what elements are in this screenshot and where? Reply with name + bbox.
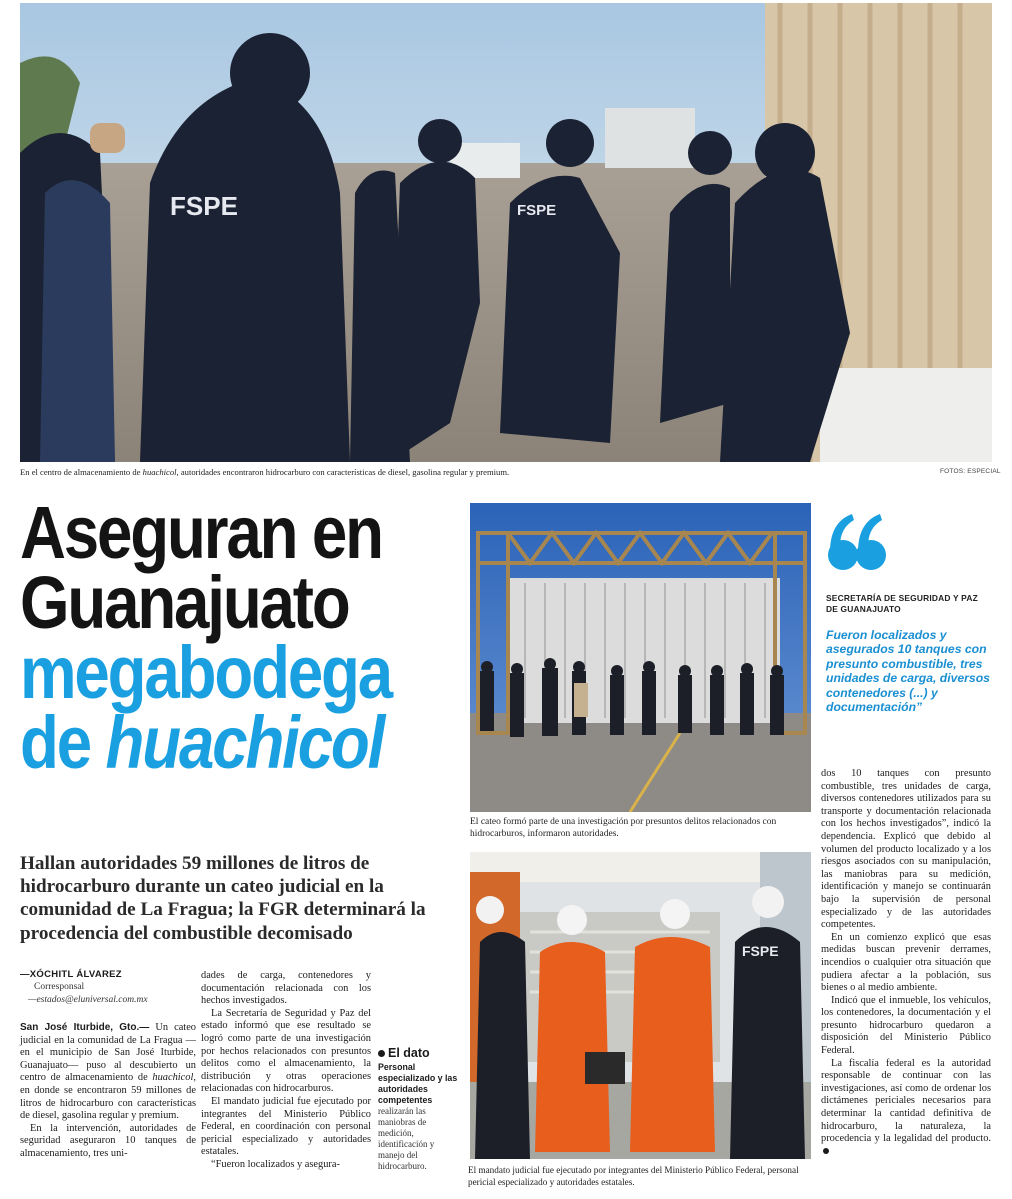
top-photo-illustration — [20, 3, 992, 462]
article-paragraph: En un comienzo explicó que esas medidas buscan prevenir derrames, incendios o cualquier otra situación que pudiera afectar a la población, sus bienes o al medio ambiente. — [821, 931, 991, 994]
workers-photo — [470, 852, 811, 1159]
quote-icon — [826, 512, 888, 576]
article-paragraph: San José Iturbide, Gto.— Un cateo judicial en la comunidad de La Fragua —en el municipio de San José Iturbide, Guanajuato— puso al descubierto un centro de almacenamiento de huachicol, en donde se encontraron 59 millones de litros de hidrocarburo con características de diesel, gasolina regular y premium. — [20, 1022, 197, 1122]
gate-photo-caption: El cateo formó parte de una investigación por presuntos delitos relacionados con hidrocarburos, informaron autoridades. — [470, 817, 777, 839]
workers-photo-illustration — [470, 852, 811, 1159]
quote-source: SECRETARÍA DE SEGURIDAD Y PAZ DE GUANAJUATO — [826, 593, 978, 614]
headline-line-3: megabodega — [20, 631, 392, 714]
byline-role: Corresponsal — [34, 982, 85, 992]
headline-line-4: de huachicol — [20, 701, 384, 784]
article-paragraph: En la intervención, autoridades de seguridad aseguraron 10 tanques de almacenamiento, tres uni- — [20, 1122, 196, 1159]
vest-text-3: FSPE — [742, 943, 779, 959]
article-column-4 — [821, 768, 991, 1158]
headline — [20, 491, 398, 784]
quote-marks-icon — [826, 512, 888, 576]
headline-line-1: Aseguran en — [20, 491, 382, 574]
top-photo-caption: En el centro de almacenamiento de huachicol, autoridades encontraron hidrocarburo con características de diesel, gasolina regular y premium. — [20, 467, 510, 477]
workers-photo-caption: El mandato judicial fue ejecutado por integrantes del Ministerio Público Federal, personal pericial especializado y autoridades estatales. — [468, 1165, 799, 1187]
vest-text: FSPE — [170, 191, 238, 221]
byline-email[interactable]: —estados@eluniversal.com.mx — [28, 995, 148, 1005]
end-mark-icon — [823, 1148, 829, 1154]
byline-name: —XÓCHITL ÁLVAREZ — [20, 969, 122, 980]
article-paragraph: El mandato judicial fue ejecutado por integrantes del Ministerio Público Federal, en coordinación con personal pericial especializado y autoridades estatales. — [201, 1095, 371, 1158]
article-paragraph: La fiscalía federal es la autoridad responsable de continuar con las investigaciones, así como de ordenar los dictámenes periciales necesarios para determinar la cantidad definitiva de hidrocarburo, la naturaleza, la procedencia y la legalidad del producto. — [821, 1058, 991, 1159]
article-paragraph: dos 10 tanques con presunto combustible, tres unidades de carga, diversos contenedores utilizados para su transporte y documentación relacionada con los hechos investigados”, indicó la dependencia. Explicó que debido al volumen del producto localizado y a los riesgos asociados con su manipulación, las maniobras para su medición, identificación y manejo se continuarán bajo la supervisión de personal especializado y de las autoridades competentes. — [821, 768, 991, 931]
deck: Hallan autoridades 59 millones de litros de hidrocarburo durante un cateo judicial en la comunidad de La Fragua; la FGR determinará la procedencia del combustible decomisado — [20, 853, 426, 944]
dateline: San José Iturbide, Gto.— — [20, 1022, 150, 1033]
byline — [20, 968, 200, 1007]
bullet-icon — [378, 1050, 385, 1057]
el-dato-text: realizarán las maniobras de medición, identificación y manejo del hidrocarburo. — [378, 1106, 435, 1171]
article-column-1 — [20, 1022, 196, 1161]
el-dato-bold: Personal especializado y las autoridades competentes — [378, 1062, 458, 1105]
article-paragraph: “Fueron localizados y asegura- — [211, 1158, 340, 1170]
el-dato-title: El dato — [378, 1046, 460, 1060]
gate-photo — [470, 503, 811, 812]
article-column-2 — [201, 970, 371, 1172]
quote-text: Fueron localizados y asegurados 10 tanques con presunto combustible, tres unidades de carga, diversos contenedores (...) y documentación” — [826, 628, 990, 715]
photo-credit: FOTOS: ESPECIAL — [940, 468, 1001, 475]
gate-photo-illustration — [470, 503, 811, 812]
article-paragraph: La Secretaría de Seguridad y Paz del estado informó que ese resultado se logró como parte de una investigación por hechos relacionados con presuntos delitos como el almacenamiento, la distribución y otras operaciones relacionadas con hidrocarburos. — [201, 1007, 371, 1095]
vest-text-2: FSPE — [517, 202, 557, 219]
headline-line-2: Guanajuato — [20, 561, 349, 644]
article-paragraph: Indicó que el inmueble, los vehículos, los contenedores, la documentación y el presunto hidrocarburo quedaron a disposición del Ministerio Público Federal. — [821, 994, 991, 1057]
el-dato-box — [378, 1046, 460, 1172]
article-paragraph: dades de carga, contenedores y documentación relacionada con los hechos investigados. — [201, 970, 371, 1007]
top-photo — [20, 3, 992, 462]
